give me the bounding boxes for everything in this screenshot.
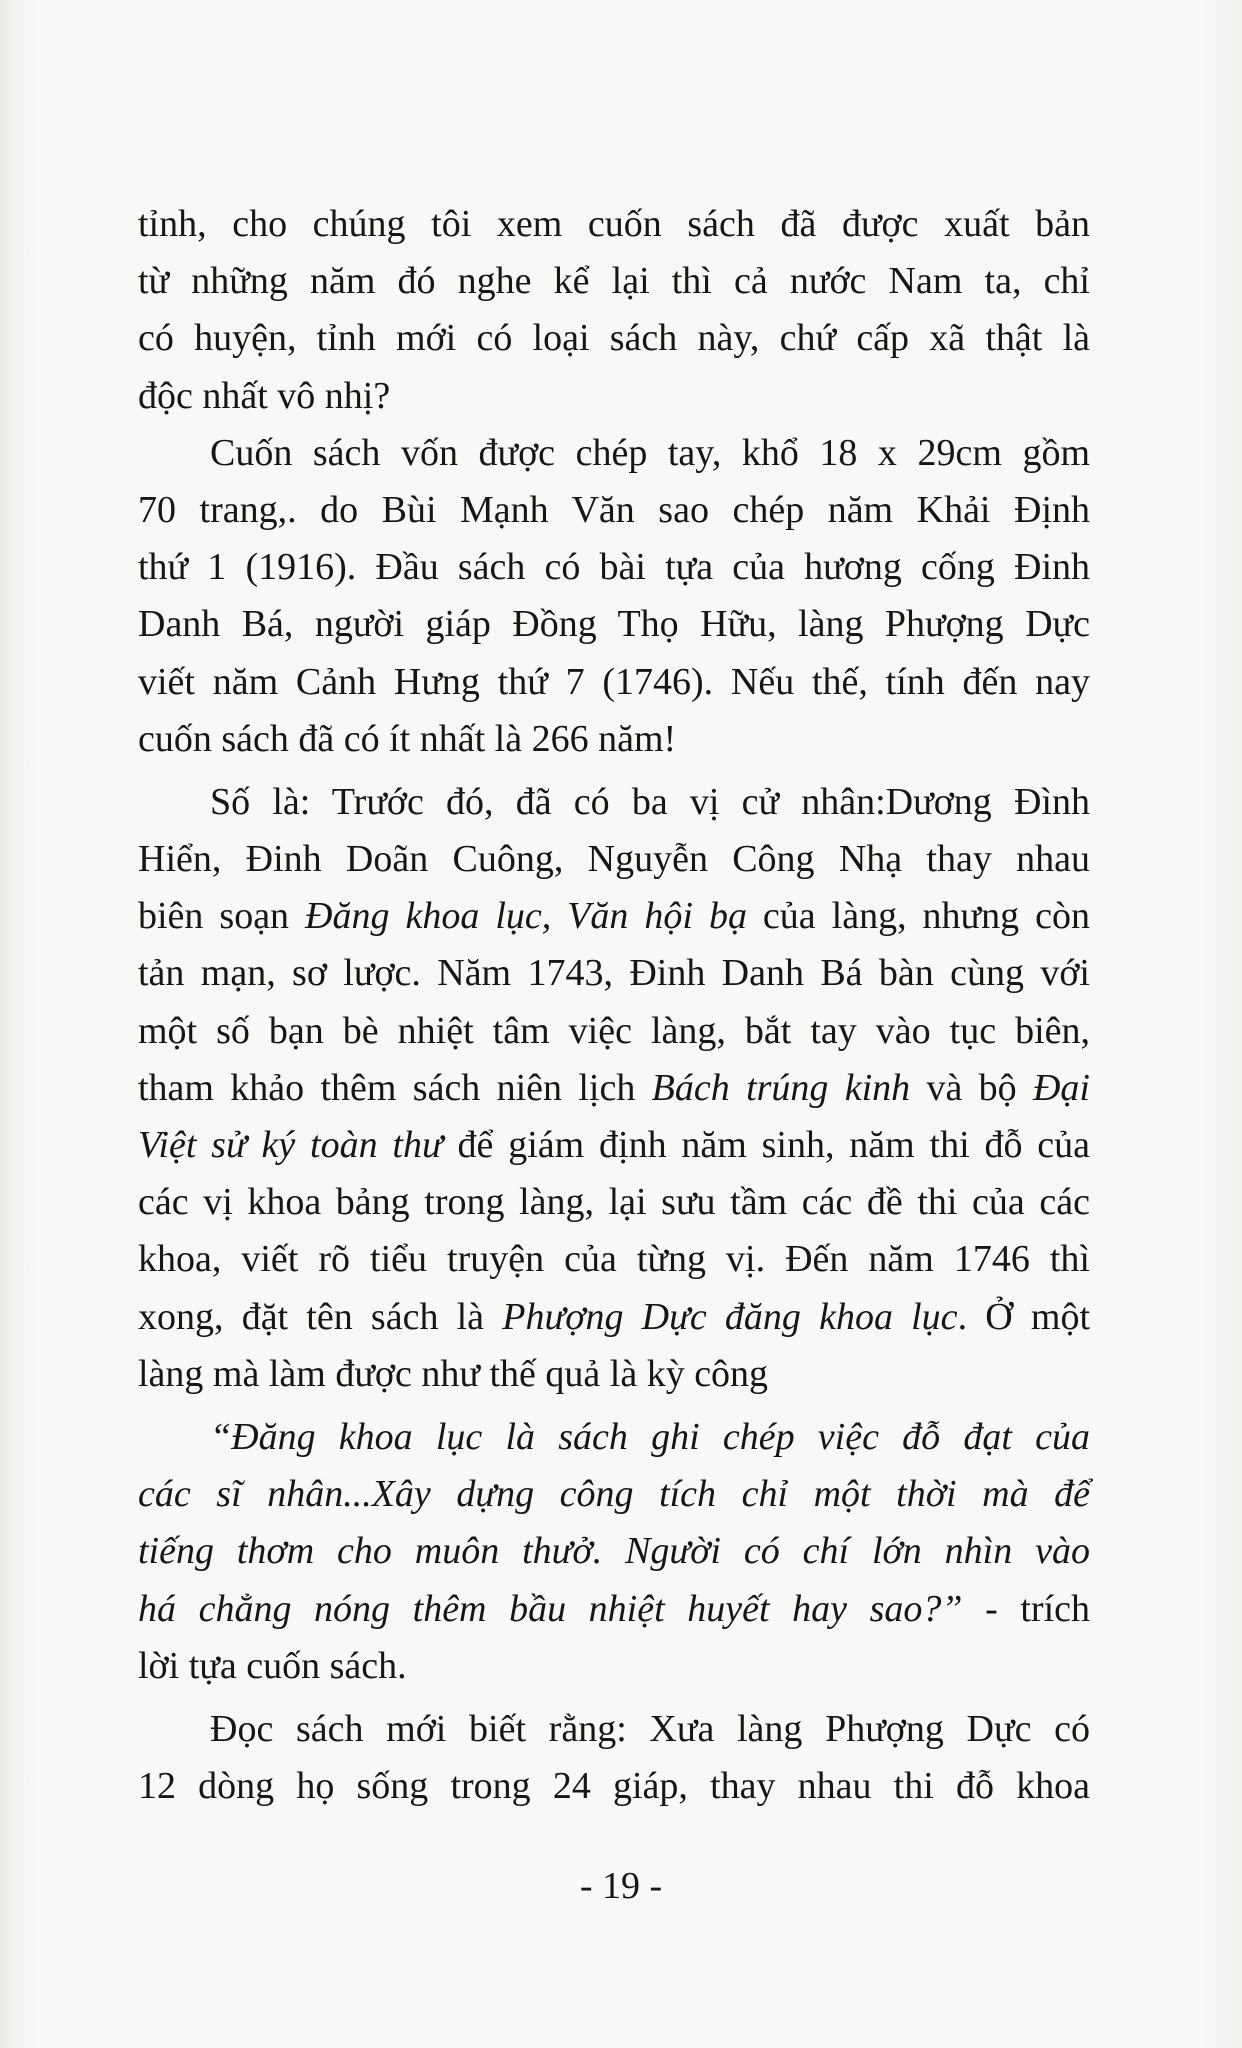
text-line: lời tựa cuốn sách.: [138, 1644, 407, 1687]
text-line: 70 trang,. do Bùi Mạnh Văn sao chép năm Khải Định: [138, 488, 1090, 531]
text-line: tỉnh, cho chúng tôi xem cuốn sách đã được xuất bản: [138, 203, 1090, 245]
page-number: - 19 -: [579, 1865, 663, 1907]
text-line: xong, đặt tên sách là Phượng Dực đăng khoa lục. Ở một: [138, 1295, 1091, 1338]
text-line: độc nhất vô nhị?: [138, 374, 391, 417]
quote-text: “Đăng khoa lục là sách ghi chép việc đỗ đạt của: [210, 1415, 1090, 1458]
book-title: Việt sử ký toàn thư: [138, 1124, 443, 1166]
book-title: Đăng khoa lục, Văn hội bạ: [305, 895, 747, 938]
text-line: tham khảo thêm sách niên lịch Bách trúng kinh và bộ Đại: [138, 1066, 1090, 1109]
text-line: Việt sử ký toàn thư để giám định năm sinh, năm thi đỗ của: [138, 1124, 1090, 1166]
text-line: Cuốn sách vốn được chép tay, khổ 18 x 29cm gồm: [210, 431, 1090, 474]
text-line: có huyện, tỉnh mới có loại sách này, chứ cấp xã thật là: [138, 317, 1090, 360]
text-line: cuốn sách đã có ít nhất là 266 năm!: [138, 717, 677, 760]
book-title: Phượng Dực đăng khoa lục: [502, 1295, 958, 1338]
book-title: Đại: [1032, 1066, 1090, 1109]
text-line: biên soạn Đăng khoa lục, Văn hội bạ của làng, nhưng còn: [138, 895, 1090, 938]
text-line: Hiển, Đinh Doãn Cuông, Nguyễn Công Nhạ thay nhau: [138, 838, 1090, 881]
body-text: [138, 196, 1090, 1815]
quote-text: há chẳng nóng thêm bầu nhiệt huyết hay sao?”: [138, 1587, 963, 1630]
text-line: thứ 1 (1916). Đầu sách có bài tựa của hương cống Đinh: [138, 546, 1090, 589]
text-line: Danh Bá, người giáp Đồng Thọ Hữu, làng Phượng Dực: [138, 603, 1090, 646]
text-line: các vị khoa bảng trong làng, lại sưu tầm các đề thi của các: [138, 1181, 1090, 1224]
text-line: tản mạn, sơ lược. Năm 1743, Đinh Danh Bá bàn cùng với: [138, 952, 1090, 995]
quote-line: [138, 1409, 1090, 1466]
quote-line: [138, 1466, 1090, 1523]
text-line: viết năm Cảnh Hưng thứ 7 (1746). Nếu thế, tính đến nay: [138, 660, 1090, 703]
quote-text: tiếng thơm cho muôn thưở. Người có chí lớn nhìn vào: [138, 1530, 1090, 1573]
text-line: một số bạn bè nhiệt tâm việc làng, bắt tay vào tục biên,: [138, 1009, 1090, 1052]
text-line: làng mà làm được như thế quả là kỳ công: [138, 1352, 769, 1395]
text-line: từ những năm đó nghe kể lại thì cả nước Nam ta, chỉ: [138, 260, 1090, 303]
text-line: Đọc sách mới biết rằng: Xưa làng Phượng Dực có: [210, 1707, 1090, 1750]
text-line: Số là: Trước đó, đã có ba vị cử nhân:Dương Đình: [210, 780, 1090, 823]
quote-line: [138, 1523, 1090, 1580]
book-title: Bách trúng kinh: [651, 1066, 911, 1109]
text-line: khoa, viết rõ tiểu truyện của từng vị. Đến năm 1746 thì: [138, 1238, 1090, 1281]
text-line: 12 dòng họ sống trong 24 giáp, thay nhau thi đỗ khoa: [138, 1765, 1090, 1808]
quote-line: há chẳng nóng thêm bầu nhiệt huyết hay sao?” - trích: [138, 1587, 1091, 1630]
quote-text: các sĩ nhân...Xây dựng công tích chỉ một thời mà để: [138, 1473, 1090, 1516]
